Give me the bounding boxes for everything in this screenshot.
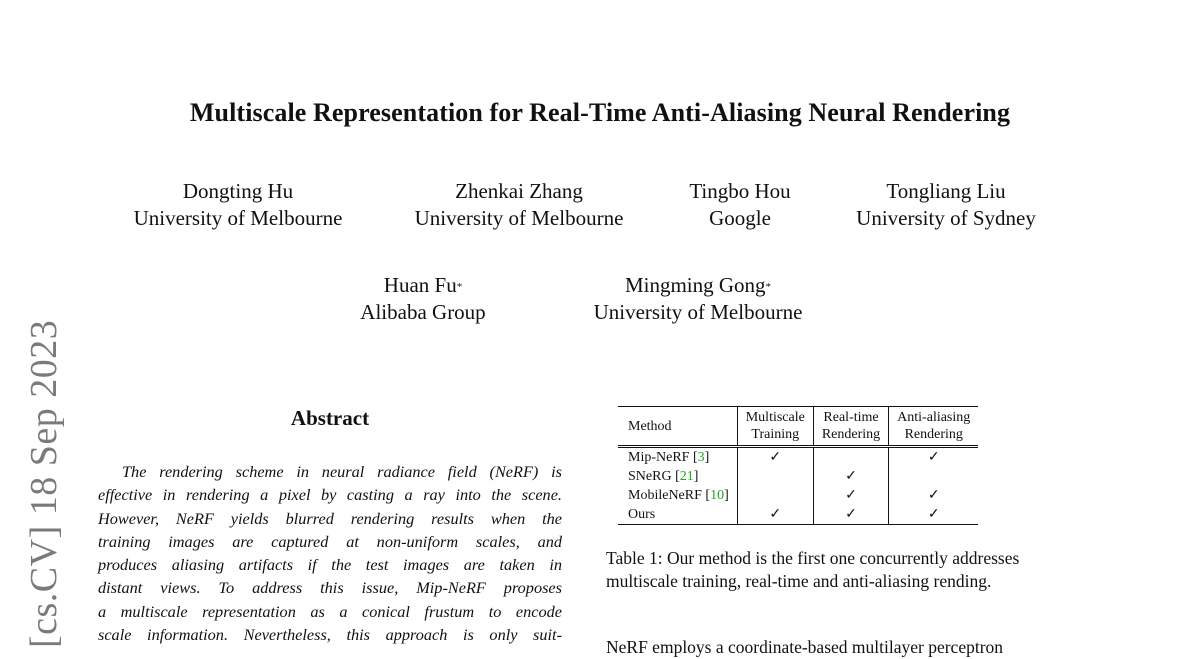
corresponding-mark: * xyxy=(765,281,772,293)
method-cell: Ours xyxy=(628,507,656,522)
table-header-multiscale: Multiscale Training xyxy=(737,407,813,447)
arxiv-stamp: [cs.CV] 18 Sep 2023 xyxy=(23,319,65,648)
author-block xyxy=(842,178,1050,232)
check-cell xyxy=(737,467,813,486)
table-row xyxy=(618,505,978,525)
check-cell: ✓ xyxy=(889,505,979,525)
table-row xyxy=(618,447,978,468)
author-affiliation: University of Sydney xyxy=(856,206,1036,230)
check-cell xyxy=(889,467,979,486)
check-cell: ✓ xyxy=(813,467,888,486)
abstract-body xyxy=(98,460,562,646)
method-cell: MobileNeRF [10] xyxy=(628,488,729,503)
author-name: Zhenkai Zhang xyxy=(455,179,583,203)
check-cell: ✓ xyxy=(737,505,813,525)
abstract-heading: Abstract xyxy=(290,406,370,430)
check-cell xyxy=(737,486,813,505)
abstract-line: training images are captured at non-uniform scales, and xyxy=(98,531,562,551)
author-affiliation: Alibaba Group xyxy=(360,300,486,324)
check-cell xyxy=(813,447,888,468)
author-affiliation: University of Melbourne xyxy=(414,206,624,230)
author-affiliation: University of Melbourne xyxy=(133,206,343,230)
abstract-line: The rendering scheme in neural radiance field (NeRF) is xyxy=(122,462,562,481)
check-cell: ✓ xyxy=(813,486,888,505)
author-name: Mingming Gong xyxy=(624,273,766,297)
paper-title: Multiscale Representation for Real-Time Anti-Aliasing Neural Rendering xyxy=(189,98,1011,127)
table-header-antialias: Anti-aliasing Rendering xyxy=(889,407,979,447)
abstract-line: a multiscale representation as a conical frustum to encode xyxy=(98,601,562,621)
author-name: Dongting Hu xyxy=(182,179,294,203)
table-caption: Table 1: Our method is the first one concurrently addresses multiscale training, real-time and anti-aliasing rending. xyxy=(606,548,1020,591)
check-cell: ✓ xyxy=(813,505,888,525)
table-row xyxy=(618,467,978,486)
abstract-line: produces aliasing artifacts if the test images are taken in xyxy=(98,555,562,575)
citation-link[interactable]: 21 xyxy=(679,469,694,484)
check-cell: ✓ xyxy=(889,486,979,505)
author-block xyxy=(398,178,640,232)
abstract-line: effective in rendering a pixel by casting a ray into the scene. xyxy=(98,485,562,505)
author-name: Tingbo Hou xyxy=(689,179,791,203)
corresponding-mark: * xyxy=(456,281,463,293)
author-affiliation: Google xyxy=(709,206,771,230)
author-block xyxy=(676,178,804,232)
author-affiliation: University of Melbourne xyxy=(593,300,803,324)
author-name: Tongliang Liu xyxy=(886,179,1006,203)
author-name: Huan Fu xyxy=(383,273,457,297)
comparison-table xyxy=(618,406,978,525)
check-cell: ✓ xyxy=(889,447,979,468)
citation-link[interactable]: 3 xyxy=(697,450,705,465)
table-row xyxy=(618,486,978,505)
abstract-line: scale information. Nevertheless, this approach is only suit- xyxy=(98,625,562,645)
table-header-method: Method xyxy=(628,418,672,434)
method-cell: Mip-NeRF [3] xyxy=(628,450,710,465)
author-block xyxy=(578,272,818,326)
method-cell: SNeRG [21] xyxy=(628,469,699,484)
abstract-line: However, NeRF yields blurred rendering results when the xyxy=(98,508,562,528)
author-block xyxy=(118,178,358,232)
citation-link[interactable]: 10 xyxy=(710,488,725,503)
abstract-line: distant views. To address this issue, Mip-NeRF proposes xyxy=(98,578,562,598)
author-block xyxy=(348,272,498,326)
check-cell: ✓ xyxy=(737,447,813,468)
body-text: NeRF employs a coordinate-based multilayer perceptron xyxy=(606,637,1004,657)
table-header-realtime: Real-time Rendering xyxy=(813,407,888,447)
